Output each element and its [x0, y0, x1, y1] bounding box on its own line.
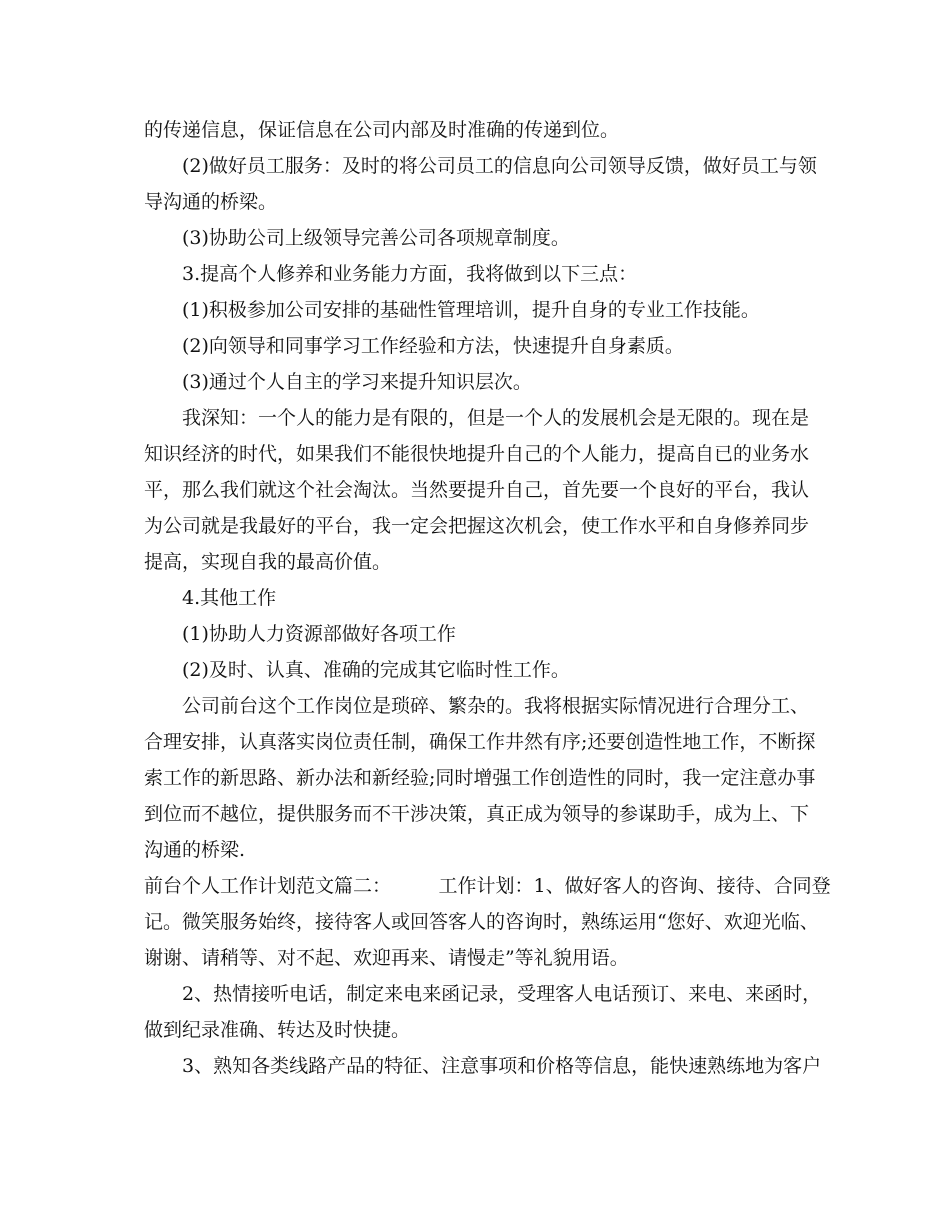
text-line: (1)协助人力资源部做好各项工作 [182, 623, 456, 645]
text-line: 到位而不越位，提供服务而不干涉决策，真正成为领导的参谋助手，成为上、下 [144, 803, 810, 825]
text-line: 前台个人工作计划范文篇二： 工作计划：1、做好客人的咨询、接待、合同登 [144, 875, 831, 897]
text-line: (2)做好员工服务：及时的将公司员工的信息向公司领导反馈，做好员工与领 [182, 155, 817, 177]
text-line: 索工作的新思路、新办法和新经验;同时增强工作创造性的同时，我一定注意办事 [144, 767, 816, 789]
text-line: (2)向领导和同事学习工作经验和方法，快速提升自身素质。 [182, 335, 684, 357]
text-line: 我深知：一个人的能力是有限的，但是一个人的发展机会是无限的。现在是 [182, 407, 810, 429]
text-line: 3、熟知各类线路产品的特征、注意事项和价格等信息，能快速熟练地为客户 [182, 1055, 822, 1077]
text-line: 为公司就是我最好的平台，我一定会把握这次机会，使工作水平和自身修养同步 [144, 515, 810, 537]
text-line: (3)协助公司上级领导完善公司各项规章制度。 [182, 227, 570, 249]
text-line: 做到纪录准确、转达及时快捷。 [144, 1019, 411, 1041]
text-line: 合理安排，认真落实岗位责任制，确保工作井然有序;还要创造性地工作，不断探 [144, 731, 816, 753]
text-line: (3)通过个人自主的学习来提升知识层次。 [182, 371, 532, 393]
text-line: 4.其他工作 [182, 587, 277, 609]
text-line: 公司前台这个工作岗位是琐碎、繁杂的。我将根据实际情况进行合理分工、 [182, 695, 810, 717]
text-line: 知识经济的时代，如果我们不能很快地提升自己的个人能力，提高自已的业务水 [144, 443, 810, 465]
text-line: 平，那么我们就这个社会淘汰。当然要提升自己，首先要一个良好的平台，我认 [144, 479, 810, 501]
text-line: 沟通的桥梁. [144, 839, 246, 861]
text-line: 的传递信息，保证信息在公司内部及时准确的传递到位。 [144, 119, 620, 141]
text-line: 提高，实现自我的最高价值。 [144, 551, 392, 573]
text-line: (2)及时、认真、准确的完成其它临时性工作。 [182, 659, 570, 681]
document-body [144, 112, 831, 1084]
text-line: 记。微笑服务始终，接待客人或回答客人的咨询时，熟练运用“您好、欢迎光临、 [144, 911, 819, 933]
text-line: 导沟通的桥梁。 [144, 191, 278, 213]
text-line: 3.提高个人修养和业务能力方面，我将做到以下三点： [182, 263, 638, 285]
text-line: (1)积极参加公司安排的基础性管理培训，提升自身的专业工作技能。 [182, 299, 760, 321]
text-line: 2、热情接听电话，制定来电来函记录，受理客人电话预订、来电、来函时， [182, 983, 822, 1005]
text-line: 谢谢、请稍等、对不起、欢迎再来、请慢走”等礼貌用语。 [144, 947, 629, 969]
